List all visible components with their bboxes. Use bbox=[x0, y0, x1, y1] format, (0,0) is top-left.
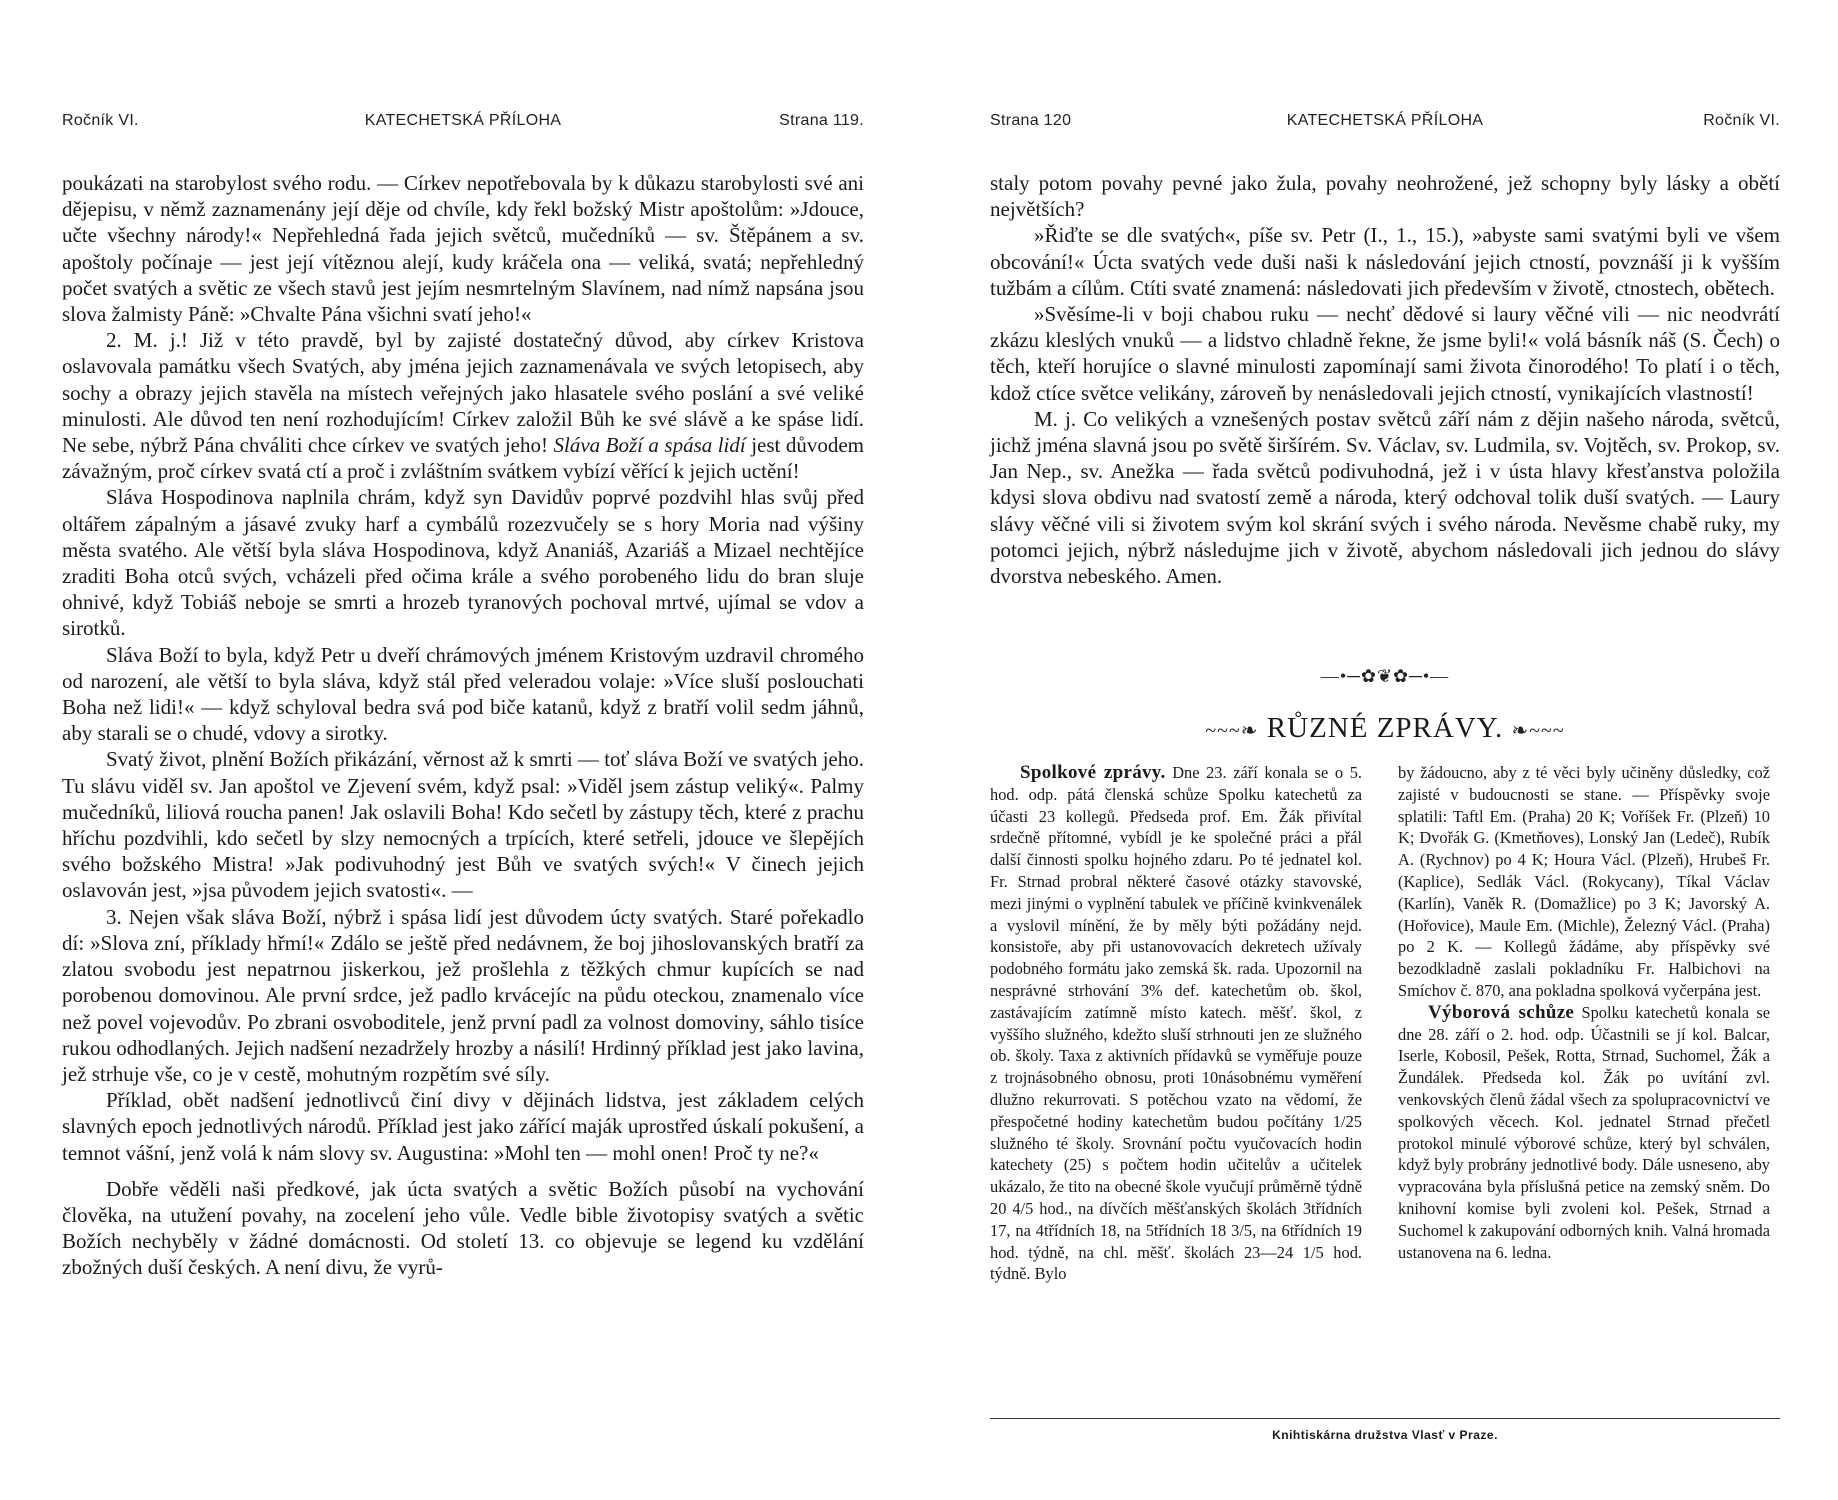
running-head bbox=[62, 112, 864, 142]
paragraph: Svatý život, plnění Božích přikázání, věrnost až k smrti — toť sláva Boží ve svatých jeho. Tu slávu viděl sv. Jan apoštol ve Zjevení svém, když psal: »Viděl jsem zástup veliký«. Palmy mučedníků, liliová roucha panen! Jak oslavili Boha! Kdo sečetl by zástupy těch, které z prachu hříchu pozdvihli, kdo sečetl by slzy nemocných a trpících, které setřeli, jdouce ve šlepějích svého božského Mistra! »Jak podivuhodný jest Bůh ve svatých svých!« V činech jejich oslavován jest, »jsa původem jejich svatosti«. — bbox=[62, 747, 864, 903]
paragraph: Sláva Hospodinova naplnila chrám, když syn Davidův poprvé pozdvihl hlas svůj před oltářem zápalným a jásavé zvuky harf a cymbálů rozezvučely se s hory Moria nad výšiny města svatého. Ale větší byla sláva Hospodinova, když Ananiáš, Azariáš a Mizael nechtějíce zraditi Boha otců svých, vcházeli před očima krále a svého porobeného lidu do bran sluje ohnivé, když Tobiáš neboje se smrti a hrozeb tyranových pochoval mrtvé, ujímal se vdov a sirotků. bbox=[62, 485, 864, 641]
news-item-label: Výborová schůze bbox=[1428, 1001, 1575, 1023]
article-body bbox=[990, 170, 1780, 589]
paragraph: M. j. Co velikých a vznešených postav světců září nám z dějin našeho národa, světců, jichž jména slavná jsou po světě širšírém. Sv. Václav, sv. Ludmila, sv. Vojtěch, sv. Prokop, sv. Jan Nep., sv. Anežka — řada světců podivuhodná, jež i v ústa hlavy křesťanstva položila kdysi slova obdivu nad svatostí země a národa, který odchoval tolik duší svatých. — Laury slávy věčné vili si životem svým kol skrání svých i svého národa. Nevěsme chabě ruky, my potomci jejich, nýbrž následujme jich v životě, abychom následovali jich jednou do slávy dvorstva nebeského. Amen. bbox=[990, 406, 1780, 589]
journal-title: KATECHETSKÁ PŘÍLOHA bbox=[1286, 112, 1484, 129]
running-head bbox=[990, 112, 1780, 142]
page-119 bbox=[62, 0, 864, 1500]
news-column-1 bbox=[990, 762, 1362, 1285]
page-number: Strana 119. bbox=[779, 112, 864, 129]
italic-phrase: Sláva Boží a spása lidí bbox=[553, 433, 746, 458]
section-title: RŮZNÉ ZPRÁVY. bbox=[1266, 712, 1504, 744]
volume-label: Ročník VI. bbox=[62, 112, 139, 129]
page-120 bbox=[990, 0, 1780, 1500]
flourish-left-icon: ~~~❧ bbox=[1205, 719, 1259, 742]
article-body bbox=[62, 170, 864, 1281]
ornament-divider: —•─✿❦✿─•— bbox=[1320, 666, 1450, 686]
paragraph: 2. M. j.! Již v této pravdě, byl by zajisté dostatečný důvod, aby církev Kristova oslavovala památku všech Svatých, aby jména jejich zaznamenávala ve svých letopisech, aby sochy a obrazy jejich stavěla na místech veřejných jako hlasatele svého poslání a své veliké minulosti. Ale důvod ten není rozhodujícím! Církev založil Bůh ke své slávě a ke spáse lidí. Ne sebe, nýbrž Pána chváliti chce církev ve svatých jeho! Sláva Boží a spása lidí jest důvodem závažným, proč církev svatá ctí a proč i zvláštním svátkem vybízí věřící k jejich uctění! bbox=[62, 328, 865, 484]
volume-label: Ročník VI. bbox=[1703, 112, 1780, 129]
paragraph: »Svěsíme-li v boji chabou ruku — nechť dědové si laury věčné vili — nic neodvrátí zkázu kleslých vnuků — a lidstvo chladně řekne, že jsme byli!« volá básník náš (S. Čech) o těch, kteří horujíce o slavné minulosti zapomínají sami života činorodého! To platí i o těch, kdož ctíce světce velikány, zároveň by nenásledovali jejich ctností, vynikajících vlastností! bbox=[990, 302, 1780, 405]
news-column-2 bbox=[1398, 762, 1770, 1263]
paragraph: Příklad, obět nadšení jednotlivců činí divy v dějinách lidstva, jest základem celých slavných epoch jednotlivých národů. Příklad jest jako zářící maják uprostřed úskalí pokušení, a temnot vášní, jenž volá k nám slovy sv. Augustina: »Mohl ten — mohl onen! Proč ty ne?« bbox=[62, 1088, 864, 1165]
paragraph: Dobře věděli naši předkové, jak úcta svatých a světic Božích působí na vychování člověka, na utužení povahy, na zocelení jeho vůle. Vedle bible životopisy svatých a světic Božích nechyběly v žádné domácnosti. Od století 13. co objevuje se legend ku vzdělání zbožných duší českých. A není divu, že vyrů- bbox=[62, 1176, 864, 1280]
paragraph: staly potom povahy pevné jako žula, povahy neohrožené, jež schopny byly lásky a obětí největších? bbox=[990, 171, 1780, 222]
paragraph: 3. Nejen však sláva Boží, nýbrž i spása lidí jest důvodem úcty svatých. Staré pořekadlo dí: »Slova zní, příklady hřmí!« Zdálo se ještě před nedávnem, že boj jihoslovanských bratří za zlatou svobodu jest nepatrnou jiskerkou, jež prošlehla z těžkých chmur kupících se nad porobenou domovinou. Ale první srdce, jež padlo krvácejíc na půdu oteckou, znamenalo více než povel vojevodův. Po zbrani osvoboditele, jenž první padl za volnost domoviny, sáhlo tisíce rukou odhodlaných. Jejich nadšení nezadržely hrozby a násilí! Hrdinný příklad jest jako lavina, jež strhuje vše, co je v cestě, mohutným rozpětím své síly. bbox=[62, 904, 864, 1086]
flourish-right-icon: ❧~~~ bbox=[1511, 719, 1565, 742]
news-item-vyborova: Výborová schůze Spolku katechetů konala se dne 28. září o 2. hod. odp. Účastnili se jí kol. Balcar, Iserle, Kobosil, Pešek, Rotta, Strnad, Suchomel, Žák a Žundálek. Předseda kol. Žák po uvítání zvl. venkovských členů žádal všech za spolupracovnictví ve spolkových věcech. Kol. jednatel Strnad přečetl protokol minulé výborové schůze, který byl schválen, když byly probrány jednotlivé body. Dále usneseno, aby vypracována byla příslušná petice na zemský sněm. Do knihovní komise byli zvoleni kol. Pešek, Strnad a Suchomel k zakupování odborných knih. Valná hromada ustanovena na 6. ledna. bbox=[1398, 1001, 1770, 1262]
section-heading bbox=[990, 712, 1780, 745]
news-item-continued: by žádoucno, aby z té věci byly učiněny důsledky, což zajisté v budoucnosti se stane. — Příspěvky svoje splatili: Taftl Em. (Praha) 20 K; Voříšek Fr. (Plzeň) 10 K; Dvořák G. (Kmetňoves), Lonský Jan (Ledeč), Rubík A. (Rychnov) po 4 K; Houra Václ. (Plzeň), Hrubeš Fr. (Kaplice), Sedlák Václ. (Rokycany), Tíkal Václav (Karlín), Vaněk R. (Domažlice) po 3 K; Javorský A. (Hořovice), Maule Em. (Michle), Železný Václ. (Praha) po 2 K. — Kollegů žádáme, aby příspěvky své bezodkladně zaslali pokladníku Fr. Halbichovi na Smíchov č. 870, ana pokladna spolková vyčerpána jest. bbox=[1398, 763, 1770, 1000]
news-columns bbox=[990, 762, 1780, 1402]
printer-imprint: Knihtiskárna družstva Vlasť v Praze. bbox=[1272, 1428, 1498, 1442]
paragraph: poukázati na starobylost svého rodu. — Církev nepotřebovala by k důkazu starobylosti své ani dějepisu, v němž zaznamenány její děje od chvíle, kdy řekl božský Mistr apoštolům: »Jdouce, učte všechny národy!« Nepřehledná řada jejich světců, mučedníků — sv. Štěpánem a sv. apoštoly počínaje — jest její vítěznou alejí, kudy kráčela ona — veliká, svatá; nepřehledný počet svatých a světic ze všech stavů jest jejím nesmrtelným Slavínem, nad nímž napsána jsou slova žalmisty Páně: »Chvalte Pána všichni svatí jeho!« bbox=[62, 171, 864, 327]
footer-rule bbox=[990, 1418, 1780, 1419]
paragraph: Sláva Boží to byla, když Petr u dveří chrámových jménem Kristovým uzdravil chromého od narození, ale větší to byla sláva, když stál před veleradou volaje: »Více sluší poslouchati Boha než lidi!« — když schyloval bedra svá pod biče katanů, když z bratří volil sedm jáhnů, aby starali se o chudé, vdovy a sirotky. bbox=[62, 642, 864, 746]
journal-title: KATECHETSKÁ PŘÍLOHA bbox=[364, 112, 562, 129]
paragraph: »Řiďte se dle svatých«, píše sv. Petr (I., 1., 15.), »abyste sami svatými byli ve všem obcování!« Úcta svatých vede duši naši k následování jejich ctností, povznáší ji k vyšším tužbám a cílům. Ctíti svaté znamená: následovati jich především v životě, ctnostech, obětech. bbox=[990, 223, 1780, 300]
news-item-spolkove: Spolkové zprávy. Dne 23. září konala se o 5. hod. odp. pátá členská schůze Spolku katechetů za účasti 23 kollegů. Předseda prof. Em. Žák přivítal srdečně přítomné, vybídl je ke společné práci a přál další činnosti spolku hojného zdaru. Po té jednatel kol. Fr. Strnad probral některé časové otázky stavovské, mezi jinými o vyplnění tabulek ve příčině kvinkvenálek a vyslovil mínění, že by měly býti požádány nejd. konsistoře, aby při ustanovovacích dekretech užívaly podobného formátu jako zemská šk. rada. Upozornil na nesprávné strhování 3% def. katechetům ob. škol, zastávajícím zatímně místo katech. měšť. škol, z vyššího služného, kdežto sluší strhnouti jen ze služného ob. školy. Taxa z aktivních přídavků se vyměřuje pouze z trojnásobného obnosu, proti 10násobnému vyměření dlužno rekurrovati. S potěchou vzato na vědomí, že přespočetné hodiny katechetům budou počítány 1/25 služného té školy. Srovnání počtu vyučovacích hodin katechety (25) s počtem hodin učitelův a učitelek ukázalo, že tito na obecné škole vyučují průměrně týdně 20 4/5 hod., na dívčích měšťanských školách 3třídních 17, na 4třídních 18, na 5třídních 18 3/5, na 6třídních 19 hod. týdně, na chl. měšť. školách 23—24 1/5 hod. týdně. Bylo bbox=[990, 762, 1362, 1284]
news-item-label: Spolkové zprávy. bbox=[1020, 762, 1166, 783]
page-number: Strana 120 bbox=[990, 112, 1072, 129]
